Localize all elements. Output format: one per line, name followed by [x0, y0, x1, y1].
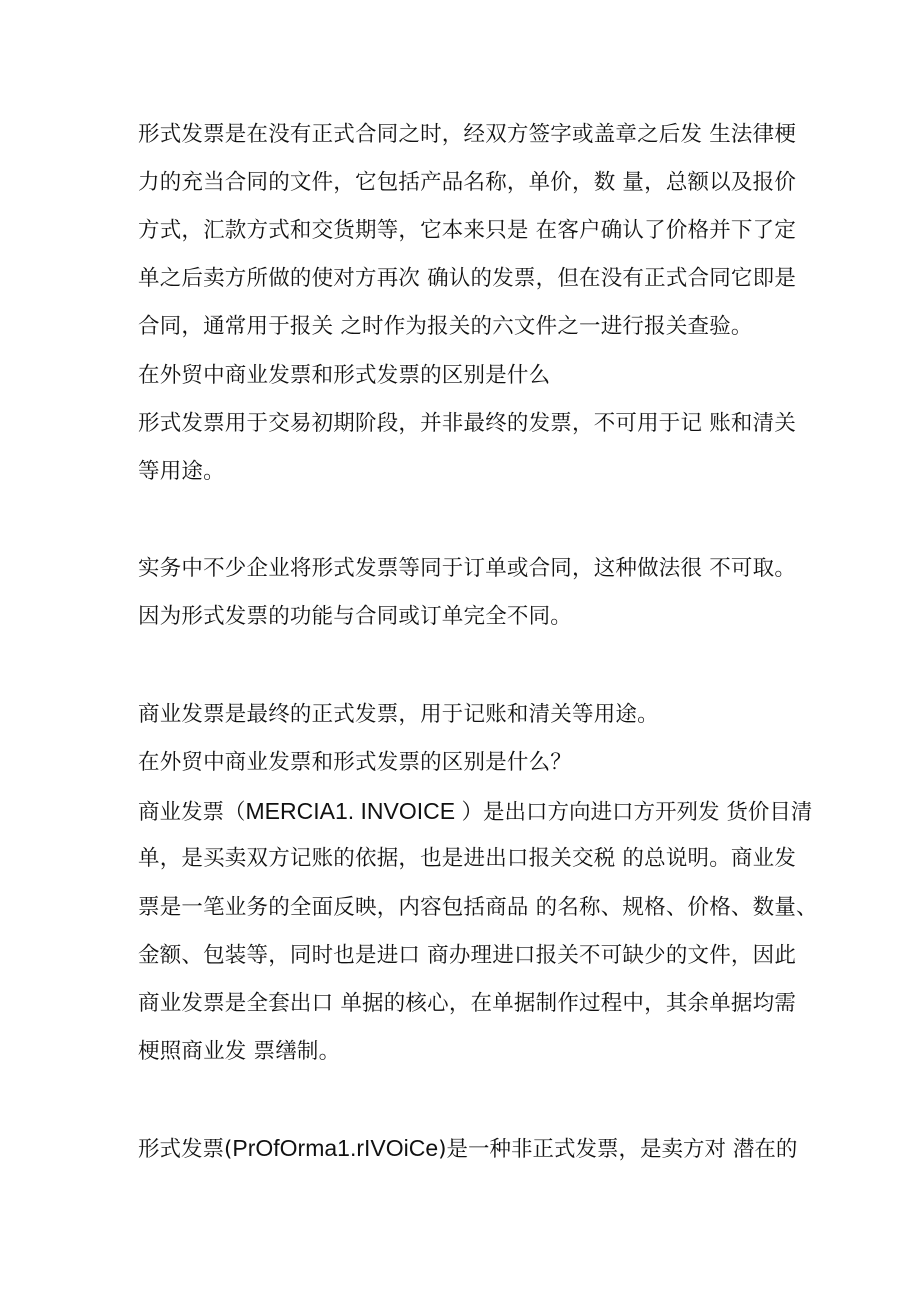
paragraph-line: 单之后卖方所做的使对方再次 确认的发票，但在没有正式合同它即是	[138, 266, 797, 291]
paragraph-line: 商业发票是全套出口 单据的核心，在单据制作过程中，其余单据均需	[138, 991, 797, 1016]
text-run-latin: MERCIA1. INVOICE	[245, 798, 462, 824]
paragraph-line: 实务中不少企业将形式发票等同于订单或合同，这种做法很 不可取。	[138, 556, 797, 581]
section-heading: 在外贸中商业发票和形式发票的区别是什么？	[138, 750, 573, 775]
paragraph-line: 形式发票是在没有正式合同之时，经双方签字或盖章之后发 生法律梗	[138, 122, 797, 147]
paragraph-line: 等用途。	[138, 459, 225, 484]
paragraph-line: 梗照商业发 票缮制。	[138, 1039, 341, 1064]
paragraph-line: 单，是买卖双方记账的依据，也是进出口报关交税 的总说明。商业发	[138, 846, 797, 871]
text-run: )是一种非正式发票，是卖方对 潜在的	[438, 1137, 798, 1162]
section-heading: 在外贸中商业发票和形式发票的区别是什么	[138, 363, 551, 388]
paragraph-line: 因为形式发票的功能与合同或订单完全不同。	[138, 604, 573, 629]
paragraph-line: 金额、包装等，同时也是进口 商办理进口报关不可缺少的文件，因此	[138, 943, 797, 968]
paragraph-line: 商业发票是最终的正式发票，用于记账和清关等用途。	[138, 702, 659, 727]
paragraph-line: 方式，汇款方式和交货期等，它本来只是 在客户确认了价格并下了定	[138, 218, 797, 243]
text-run: 形式发票(	[138, 1137, 233, 1162]
text-run: 商业发票（	[138, 800, 246, 825]
paragraph-line: 票是一笔业务的全面反映，内容包括商品 的名称、规格、价格、数量、	[138, 895, 818, 920]
text-run: ）是出口方向进口方开列发 货价目清	[461, 800, 813, 825]
paragraph-line: 力的充当合同的文件，它包括产品名称，单价，数 量，总额以及报价	[138, 170, 797, 195]
text-run-latin: PrOfOrma1.rIVOiCe	[232, 1135, 439, 1161]
paragraph-line: 合同，通常用于报关 之时作为报关的六文件之一进行报关查验。	[138, 314, 753, 339]
paragraph-line: 形式发票用于交易初期阶段，并非最终的发票，不可用于记 账和清关	[138, 411, 797, 436]
paragraph-line	[138, 1134, 878, 1164]
paragraph-line	[138, 797, 878, 827]
